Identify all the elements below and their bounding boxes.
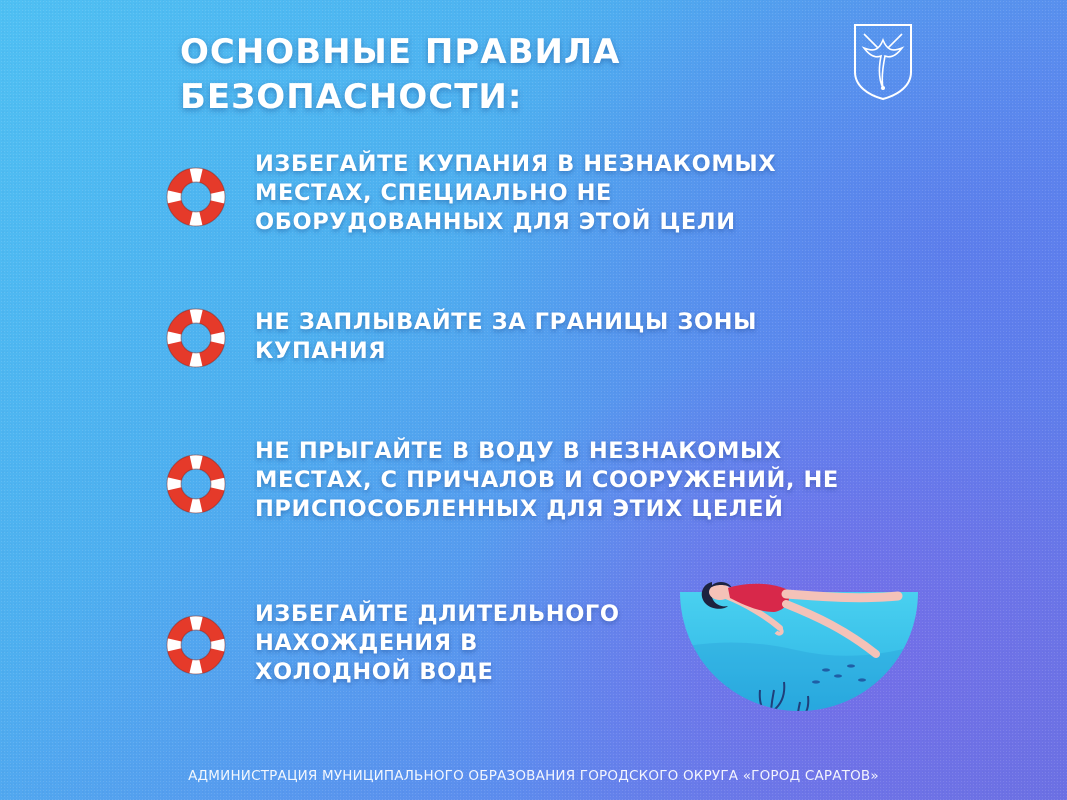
rule-text <box>255 150 845 237</box>
rule-line: ХОЛОДНОЙ ВОДЕ <box>255 659 494 685</box>
title-line-2: БЕЗОПАСНОСТИ: <box>180 77 523 117</box>
rule-line: ИЗБЕГАЙТЕ ДЛИТЕЛЬНОГО <box>255 601 620 627</box>
rule-line: МЕСТАХ, С ПРИЧАЛОВ И СООРУЖЕНИЙ, НЕ <box>255 467 839 493</box>
rule-line: КУПАНИЯ <box>255 338 387 364</box>
rule-line: НЕ ЗАПЛЫВАЙТЕ ЗА ГРАНИЦЫ ЗОНЫ <box>255 309 758 335</box>
lifebuoy-icon <box>165 614 227 676</box>
rule-line: ИЗБЕГАЙТЕ КУПАНИЯ В НЕЗНАКОМЫХ <box>255 151 777 177</box>
lifebuoy-icon <box>165 166 227 228</box>
rule-line: НАХОЖДЕНИЯ В <box>255 630 478 656</box>
rule-line: НЕ ПРЫГАЙТЕ В ВОДУ В НЕЗНАКОМЫХ <box>255 438 782 464</box>
lifebuoy-icon <box>165 307 227 369</box>
rule-line: ОБОРУДОВАННЫХ ДЛЯ ЭТОЙ ЦЕЛИ <box>255 209 736 235</box>
lifebuoy-icon <box>165 453 227 515</box>
footer-administration: АДМИНИСТРАЦИЯ МУНИЦИПАЛЬНОГО ОБРАЗОВАНИЯ ГОРОДСКОГО ОКРУГА «ГОРОД САРАТОВ» <box>188 768 879 784</box>
rule-line: МЕСТАХ, СПЕЦИАЛЬНО НЕ <box>255 180 613 206</box>
city-emblem-icon <box>852 22 914 102</box>
swimmer-illustration <box>676 570 922 750</box>
page-title <box>180 30 780 120</box>
title-line-1: ОСНОВНЫЕ ПРАВИЛА <box>180 32 621 72</box>
rule-line: ПРИСПОСОБЛЕННЫХ ДЛЯ ЭТИХ ЦЕЛЕЙ <box>255 496 784 522</box>
rule-text <box>255 308 845 366</box>
rule-text <box>255 437 845 524</box>
